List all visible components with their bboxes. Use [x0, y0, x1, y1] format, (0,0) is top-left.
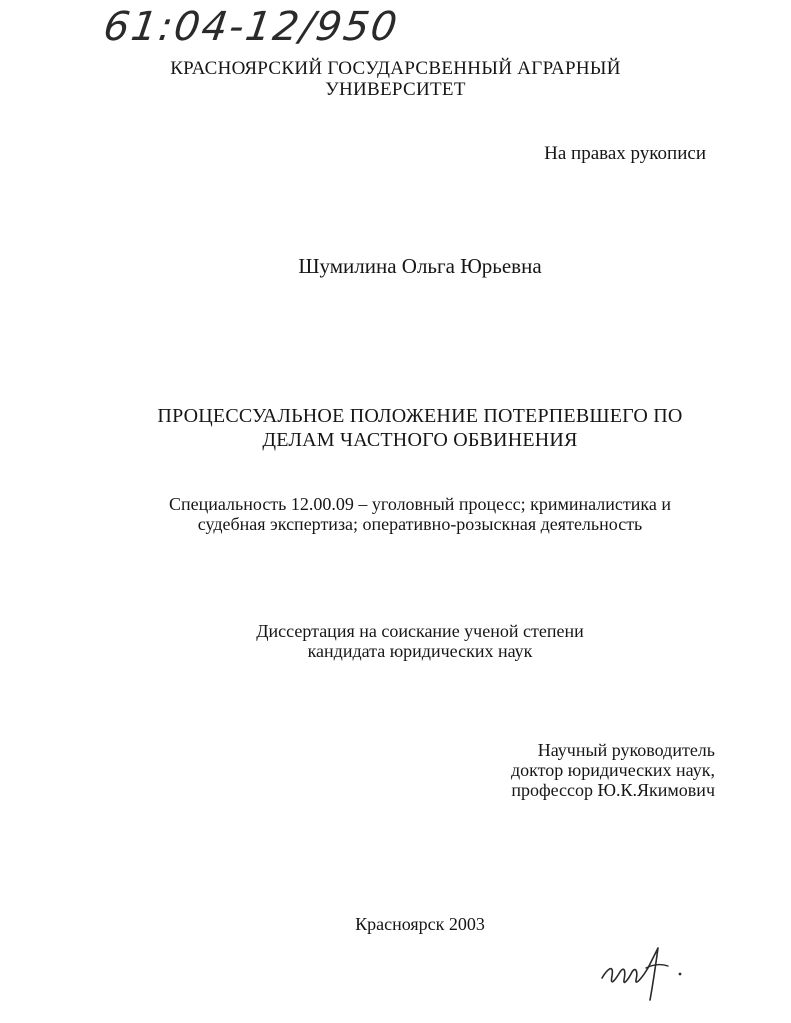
degree-line1: Диссертация на соискание ученой степени [256, 621, 584, 641]
supervisor-line2: доктор юридических наук, [511, 760, 715, 780]
city-year: Красноярск 2003 [355, 914, 485, 934]
title-line2: ДЕЛАМ ЧАСТНОГО ОБВИНЕНИЯ [262, 429, 578, 451]
university-name [0, 58, 791, 100]
author-name: Шумилина Ольга Юрьевна [298, 254, 542, 278]
handwritten-archive-number: 61:04-12/950 [100, 4, 402, 50]
specialty-line1: Специальность 12.00.09 – уголовный процесс; криминалистика и [169, 494, 671, 514]
university-name-line1: КРАСНОЯРСКИЙ ГОСУДАРСВЕННЫЙ АГРАРНЫЙ [170, 58, 621, 79]
handwritten-signature-icon [596, 938, 706, 1008]
supervisor-block [511, 740, 715, 800]
degree-line2: кандидата юридических наук [307, 641, 533, 661]
specialty-text [0, 494, 791, 534]
manuscript-rights-note: На правах рукописи [544, 143, 706, 164]
title-line1: ПРОЦЕССУАЛЬНОЕ ПОЛОЖЕНИЕ ПОТЕРПЕВШЕГО ПО [157, 405, 683, 427]
university-name-line2: УНИВЕРСИТЕТ [325, 79, 466, 100]
supervisor-line3: профессор Ю.К.Якимович [511, 780, 715, 800]
specialty-line2: судебная экспертиза; оперативно-розыскная деятельность [197, 514, 643, 534]
degree-statement [0, 621, 791, 661]
supervisor-line1: Научный руководитель [537, 740, 715, 760]
dissertation-title [0, 404, 791, 452]
